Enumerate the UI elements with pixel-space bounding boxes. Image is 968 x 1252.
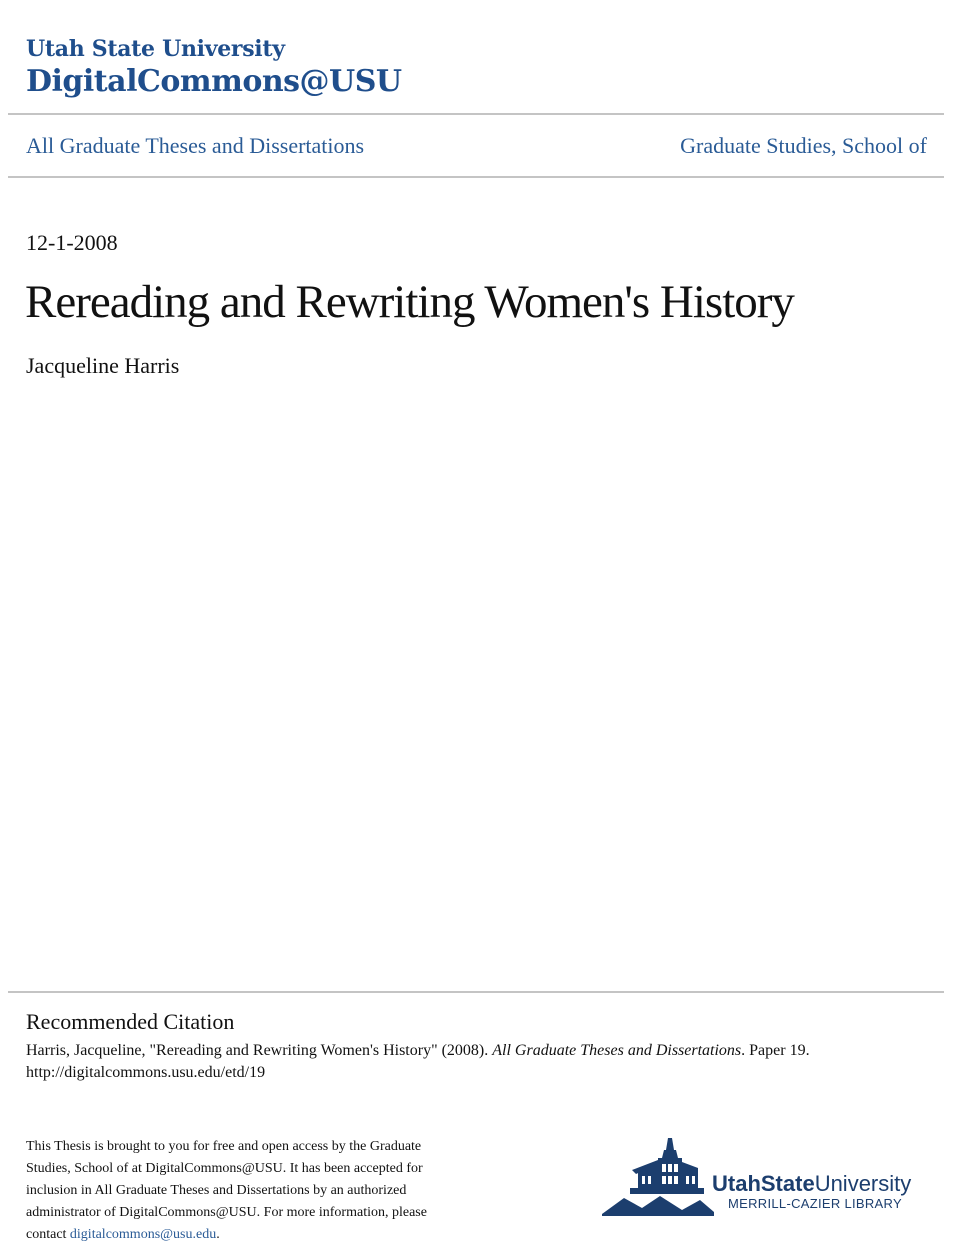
citation-heading: Recommended Citation <box>26 1009 235 1034</box>
header-divider <box>8 113 944 115</box>
citation-divider <box>8 991 944 993</box>
citation-series: All Graduate Theses and Dissertations <box>492 1042 742 1059</box>
university-name[interactable]: Utah State University <box>26 36 285 62</box>
nav-divider <box>8 176 944 178</box>
notice-period: . <box>216 1227 220 1242</box>
library-logo <box>602 1136 932 1220</box>
notice-text: This Thesis is brought to you for free and open access by the Graduate Studies, School of at DigitalCommons@USU. It has been accepted for inclusion in All Graduate Theses and Dissertations by an authorized administrator of DigitalCommons@USU. For more information, please contact <box>26 1139 427 1242</box>
department-link[interactable]: Graduate Studies, School of <box>680 133 927 158</box>
site-header <box>26 34 402 100</box>
author-name: Jacqueline Harris <box>26 353 180 378</box>
citation-text <box>26 1040 906 1084</box>
citation-paper: . Paper 19. <box>741 1042 810 1059</box>
publication-date: 12-1-2008 <box>26 230 118 255</box>
citation-lead: Harris, Jacqueline, "Rereading and Rewriting Women's History" (2008). <box>26 1042 493 1059</box>
citation-url: http://digitalcommons.usu.edu/etd/19 <box>26 1064 266 1081</box>
access-notice <box>26 1136 466 1246</box>
document-title: Rereading and Rewriting Women's History <box>25 276 794 328</box>
collection-link[interactable]: All Graduate Theses and Dissertations <box>26 133 365 158</box>
logo-university-name: UtahStateUniversity <box>712 1171 912 1196</box>
logo-library-name: MERRILL-CAZIER LIBRARY <box>728 1196 902 1211</box>
repository-name[interactable]: DigitalCommons@USU <box>26 64 402 99</box>
contact-email-link[interactable]: digitalcommons@usu.edu <box>69 1227 217 1242</box>
old-main-building-icon <box>602 1136 714 1220</box>
